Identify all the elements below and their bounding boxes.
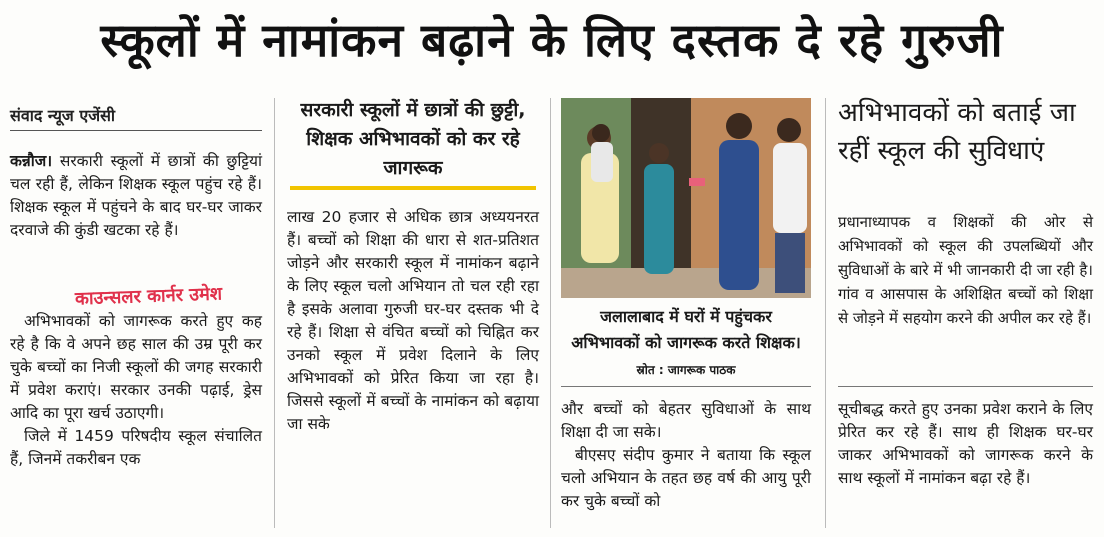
column-4-body [838,398,1093,490]
column-2-body [287,206,539,436]
col4-paragraph-1: सूचीबद्ध करते हुए उनका प्रवेश कराने के लिए प्रेरित कर रहे हैं। साथ ही शिक्षक घर-घर जाकर अभिभावकों को जागरूक करने के साथ स्कूलों में नामांकन बढ़ा रहे हैं। [838,400,1093,487]
caption-divider [561,386,811,387]
subheadline: सरकारी स्कूलों में छात्रों की छुट्टी, शिक्षक अभिभावकों को कर रहे जागरूक [300,99,526,179]
sidebar-body [838,210,1093,330]
column-3-body [561,398,811,513]
col3-paragraph-2: बीएसए संदीप कुमार ने बताया कि स्कूल चलो अभियान के तहत छह वर्ष की आयु पूरी कर चुके बच्चों को [561,446,811,510]
col1-paragraph-2: अभिभावकों को जागरूक करते हुए कह रहे है कि वे अपने छह साल की उम्र पूरी कर चुके बच्चों का निजी स्कूलों की जगह सरकारी में प्रवेश कराएं। सरकार उनकी पढ़ाई, ड्रेस आदि का पूरा खर्च उठाएगी। [10,312,262,422]
column-divider [825,98,826,528]
sidebar-divider [838,386,1093,387]
byline: संवाद न्यूज एजेंसी [10,106,116,125]
col3-paragraph-1: और बच्चों को बेहतर सुविधाओं के साथ शिक्षा दी जा सके। [561,400,811,441]
news-photo [561,98,811,298]
col1-paragraph-3: जिले में 1459 परिषदीय स्कूल संचालित हैं, जिनमें तकरीबन एक [10,427,262,468]
col2-paragraph-1: लाख 20 हजार से अधिक छात्र अध्ययनरत हैं। बच्चों को शिक्षा की धारा से शत-प्रतिशत जोड़ने और सरकारी स्कूल में नामांकन बढ़ाने के लिए स्कूल चलो अभियान तो चल रही रहा है इसके अलावा गुरुजी घर-घर दस्तक भी दे रहे हैं। शिक्षा से वंचित बच्चों को चिह्नित कर उनको स्कूल में प्रवेश दिलाने के लिए अभिभावकों को प्रेरित किया जा रहा है। जिससे स्कूलों में बच्चों के नामांकन को बढ़ाया जा सके [287,208,539,433]
photo-illustration [561,98,811,298]
byline-divider [10,130,262,131]
column-divider [274,98,275,528]
watermark-text: काउन्सलर कार्नर उमेश [74,283,223,310]
photo-caption [566,304,806,383]
col1-paragraph-1: सरकारी स्कूलों में छात्रों की छुट्टियां चल रही हैं, लेकिन शिक्षक स्कूल पहुंच रहे हैं। शिक्षक स्कूल में पहुंचने के बाद घर-घर जाकर दरवाजे की कुंडी खटका रहे हैं। [10,152,262,239]
dateline: कन्नौज। [10,152,53,170]
sidebar-paragraph-1: प्रधानाध्यापक व शिक्षकों की ओर से अभिभावकों को स्कूल की उपलब्धियों और सुविधाओं के बारे में भी जानकारी दी जा रही है। गांव व आसपास के अशिक्षित बच्चों को शिक्षा से जोड़ने में सहयोग करने की अपील कर रहे हैं। [838,213,1093,327]
column-divider [550,98,551,528]
sidebar-heading: अभिभावकों को बताई जा रहीं स्कूल की सुविधाएं [838,98,1076,166]
subhead-underline [290,186,536,190]
headline: स्कूलों में नामांकन बढ़ाने के लिए दस्तक दे रहे गुरुजी [100,13,1004,67]
photo-source: स्रोत : जागरूक पाठक [636,363,736,377]
column-1-body [10,310,262,471]
column-1-intro [10,150,262,242]
caption-text: जलालाबाद में घरों में पहुंचकर अभिभावकों को जागरूक करते शिक्षक। [571,307,801,352]
